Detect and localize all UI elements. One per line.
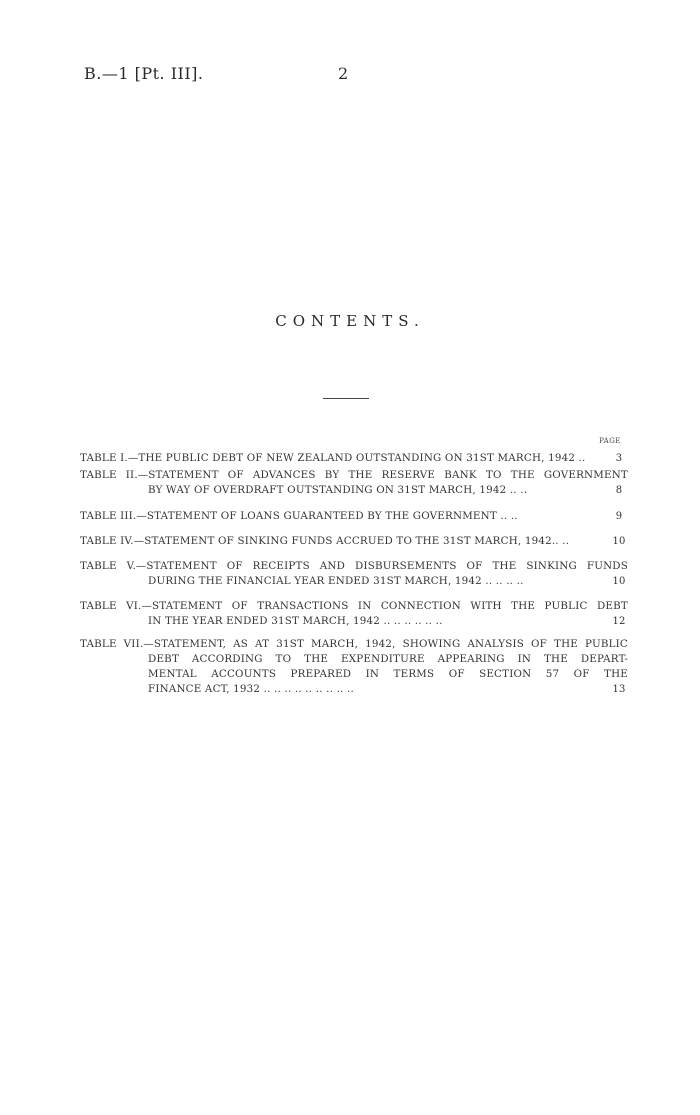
contents-entry-table-2 bbox=[80, 468, 628, 498]
entry-page: 13 bbox=[612, 684, 626, 695]
contents-entry-table-7 bbox=[80, 637, 628, 697]
entry-page: 10 bbox=[612, 536, 626, 547]
contents-entry-table-6 bbox=[80, 599, 628, 629]
document-reference: B.—1 [Pt. III]. bbox=[84, 64, 204, 83]
entry-text: TABLE I.—THE PUBLIC DEBT OF NEW ZEALAND OUTSTANDING ON 31ST MARCH, 1942 .. bbox=[80, 452, 586, 464]
entry-page: 3 bbox=[615, 453, 623, 464]
entry-text-continued: MENTAL ACCOUNTS PREPARED IN TERMS OF SECTION 57 OF THE bbox=[148, 668, 628, 680]
entry-page: 10 bbox=[612, 576, 626, 587]
entry-text: TABLE VII.—STATEMENT, AS AT 31ST MARCH, 1942, SHOWING ANALYSIS OF THE PUBLIC bbox=[80, 638, 628, 650]
page-column-heading: PAGE bbox=[599, 437, 621, 445]
entry-text: TABLE IV.—STATEMENT OF SINKING FUNDS ACCRUED TO THE 31ST MARCH, 1942.. .. bbox=[80, 535, 570, 547]
entry-page: 12 bbox=[612, 616, 626, 627]
contents-entry-table-4 bbox=[80, 534, 628, 549]
entry-text: TABLE VI.—STATEMENT OF TRANSACTIONS IN CONNECTION WITH THE PUBLIC DEBT bbox=[80, 600, 628, 612]
entry-page: 8 bbox=[615, 485, 623, 496]
page-number: 2 bbox=[338, 64, 349, 83]
title-divider bbox=[323, 398, 369, 399]
entry-page: 9 bbox=[615, 511, 623, 522]
entry-text: TABLE II.—STATEMENT OF ADVANCES BY THE RESERVE BANK TO THE GOVERNMENT bbox=[80, 469, 628, 481]
page-title: CONTENTS. bbox=[275, 312, 425, 330]
entry-text-continued: FINANCE ACT, 1932 .. .. .. .. .. .. .. .. .. bbox=[148, 683, 354, 695]
entry-text-continued: IN THE YEAR ENDED 31ST MARCH, 1942 .. .. .. .. .. .. bbox=[148, 615, 443, 627]
entry-text: TABLE V.—STATEMENT OF RECEIPTS AND DISBURSEMENTS OF THE SINKING FUNDS bbox=[80, 560, 628, 572]
entry-text: TABLE III.—STATEMENT OF LOANS GUARANTEED BY THE GOVERNMENT .. .. bbox=[80, 510, 518, 522]
entry-text-continued: DEBT ACCORDING TO THE EXPENDITURE APPEARING IN THE DEPART- bbox=[148, 653, 628, 665]
entry-text-continued: BY WAY OF OVERDRAFT OUTSTANDING ON 31ST MARCH, 1942 .. .. bbox=[148, 484, 528, 496]
contents-entry-table-5 bbox=[80, 559, 628, 589]
contents-entry-table-3 bbox=[80, 509, 628, 524]
entry-text-continued: DURING THE FINANCIAL YEAR ENDED 31ST MARCH, 1942 .. .. .. .. bbox=[148, 575, 524, 587]
contents-entry-table-1 bbox=[80, 451, 628, 466]
